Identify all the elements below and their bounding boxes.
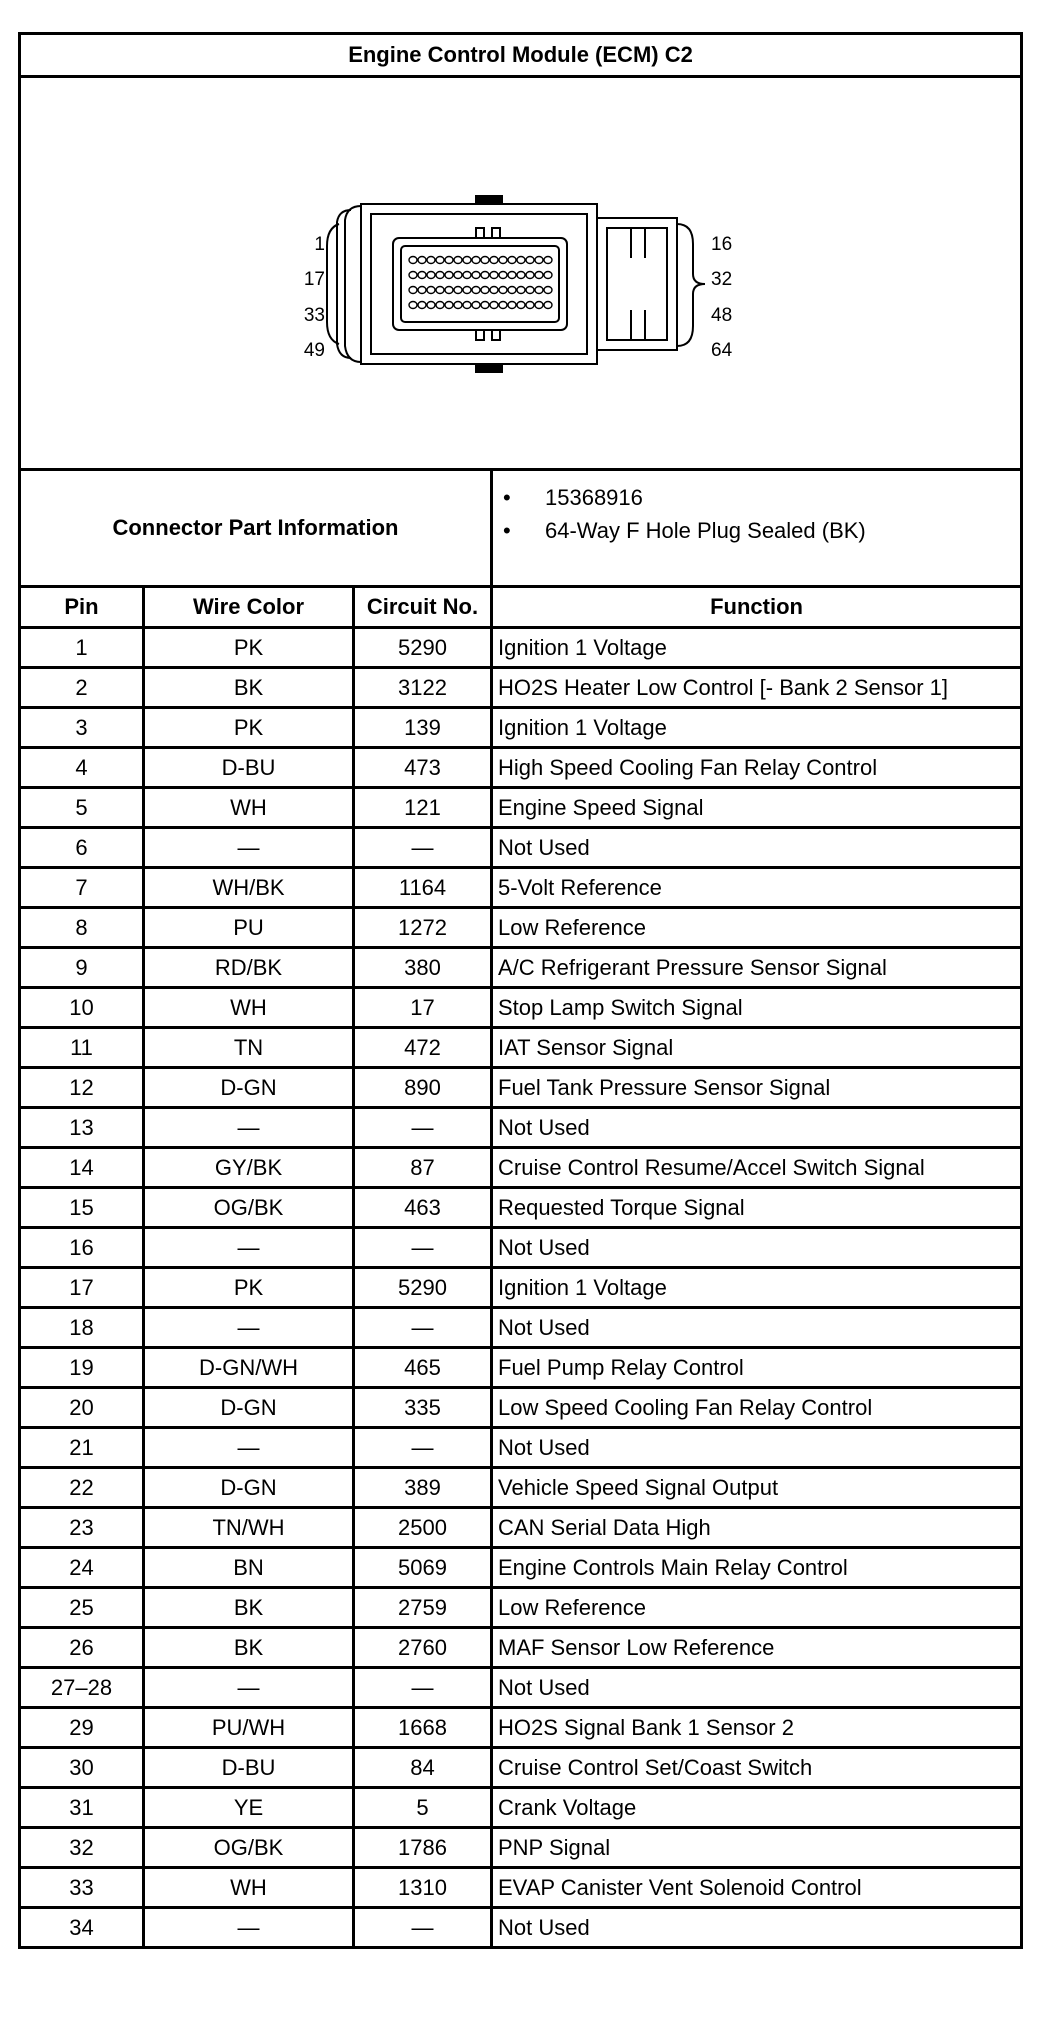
pin-row-4 [409, 302, 552, 309]
circuit-cell: 1310 [354, 1868, 492, 1908]
pin-label-right-32: 32 [711, 269, 733, 290]
pin-cell: 10 [20, 988, 144, 1028]
pin-cell: 19 [20, 1348, 144, 1388]
wire-color-cell: BK [144, 1588, 354, 1628]
table-row [20, 1108, 1022, 1148]
table-row [20, 1788, 1022, 1828]
wire-color-cell: — [144, 1668, 354, 1708]
wire-color-cell: — [144, 1908, 354, 1948]
circuit-cell: 1668 [354, 1708, 492, 1748]
function-cell: Engine Controls Main Relay Control [492, 1548, 1022, 1588]
connector-info-label: Connector Part Information [20, 470, 492, 587]
pin-cell: 13 [20, 1108, 144, 1148]
wire-color-cell: PU [144, 908, 354, 948]
table-row [20, 1428, 1022, 1468]
table-row [20, 828, 1022, 868]
pin-cell: 22 [20, 1468, 144, 1508]
function-cell: A/C Refrigerant Pressure Sensor Signal [492, 948, 1022, 988]
table-row [20, 1908, 1022, 1948]
function-cell: EVAP Canister Vent Solenoid Control [492, 1868, 1022, 1908]
pin-cell: 16 [20, 1228, 144, 1268]
wire-color-cell: PU/WH [144, 1708, 354, 1748]
pin-label-left-17: 17 [303, 269, 325, 290]
function-cell: Fuel Tank Pressure Sensor Signal [492, 1068, 1022, 1108]
pin-cell: 18 [20, 1308, 144, 1348]
table-row [20, 1308, 1022, 1348]
pin-cell: 4 [20, 748, 144, 788]
connector-part-number: • 15368916 [533, 481, 1020, 514]
connector-description: • 64-Way F Hole Plug Sealed (BK) [533, 514, 1020, 547]
circuit-cell: 473 [354, 748, 492, 788]
pin-cell: 31 [20, 1788, 144, 1828]
column-header-wire-color: Wire Color [144, 587, 354, 628]
table-row [20, 1348, 1022, 1388]
circuit-cell: — [354, 1108, 492, 1148]
pin-cell: 1 [20, 628, 144, 668]
connector-info-list [492, 470, 1022, 587]
wire-color-cell: D-BU [144, 748, 354, 788]
circuit-cell: 389 [354, 1468, 492, 1508]
circuit-cell: 2759 [354, 1588, 492, 1628]
pin-cell: 24 [20, 1548, 144, 1588]
table-row [20, 948, 1022, 988]
pin-cell: 33 [20, 1868, 144, 1908]
wire-color-cell: D-BU [144, 1748, 354, 1788]
pin-cell: 30 [20, 1748, 144, 1788]
connector-illustration [21, 78, 1017, 468]
circuit-cell: 5069 [354, 1548, 492, 1588]
function-cell: Cruise Control Set/Coast Switch [492, 1748, 1022, 1788]
table-row [20, 908, 1022, 948]
function-cell: Not Used [492, 1108, 1022, 1148]
table-row [20, 668, 1022, 708]
circuit-cell: 1272 [354, 908, 492, 948]
wire-color-cell: BK [144, 668, 354, 708]
function-cell: Ignition 1 Voltage [492, 628, 1022, 668]
pin-cell: 32 [20, 1828, 144, 1868]
wire-color-cell: WH [144, 1868, 354, 1908]
wire-color-cell: WH/BK [144, 868, 354, 908]
connector-sheet [18, 32, 1020, 1949]
function-cell: Engine Speed Signal [492, 788, 1022, 828]
circuit-cell: 5290 [354, 1268, 492, 1308]
wire-color-cell: OG/BK [144, 1828, 354, 1868]
table-row [20, 628, 1022, 668]
table-row [20, 1028, 1022, 1068]
pin-cell: 7 [20, 868, 144, 908]
pin-cell: 6 [20, 828, 144, 868]
table-row [20, 1828, 1022, 1868]
function-cell: HO2S Heater Low Control [- Bank 2 Sensor 1] [492, 668, 1022, 708]
table-row [20, 788, 1022, 828]
function-cell: 5-Volt Reference [492, 868, 1022, 908]
table-row [20, 1068, 1022, 1108]
pin-cell: 3 [20, 708, 144, 748]
circuit-cell: 1786 [354, 1828, 492, 1868]
circuit-cell: 2760 [354, 1628, 492, 1668]
circuit-cell: 335 [354, 1388, 492, 1428]
function-cell: Not Used [492, 1908, 1022, 1948]
table-row [20, 748, 1022, 788]
circuit-cell: 84 [354, 1748, 492, 1788]
column-header-function: Function [492, 587, 1022, 628]
wire-color-cell: TN/WH [144, 1508, 354, 1548]
circuit-cell: — [354, 828, 492, 868]
wire-color-cell: BK [144, 1628, 354, 1668]
pin-cell: 8 [20, 908, 144, 948]
pin-table-body [20, 628, 1022, 1948]
function-cell: Low Reference [492, 908, 1022, 948]
circuit-cell: 472 [354, 1028, 492, 1068]
wire-color-cell: D-GN/WH [144, 1348, 354, 1388]
pin-cell: 20 [20, 1388, 144, 1428]
pin-cell: 29 [20, 1708, 144, 1748]
function-cell: Ignition 1 Voltage [492, 708, 1022, 748]
column-header-pin: Pin [20, 587, 144, 628]
table-row [20, 1468, 1022, 1508]
table-row [20, 1748, 1022, 1788]
function-cell: Requested Torque Signal [492, 1188, 1022, 1228]
pin-cell: 5 [20, 788, 144, 828]
circuit-cell: 2500 [354, 1508, 492, 1548]
wire-color-cell: PK [144, 1268, 354, 1308]
circuit-cell: — [354, 1428, 492, 1468]
function-cell: Stop Lamp Switch Signal [492, 988, 1022, 1028]
function-cell: Not Used [492, 828, 1022, 868]
wire-color-cell: TN [144, 1028, 354, 1068]
wire-color-cell: BN [144, 1548, 354, 1588]
circuit-cell: 3122 [354, 668, 492, 708]
pin-label-right-48: 48 [711, 305, 733, 326]
pin-cell: 25 [20, 1588, 144, 1628]
table-header-row [20, 587, 1022, 628]
wire-color-cell: WH [144, 988, 354, 1028]
circuit-cell: 465 [354, 1348, 492, 1388]
table-row [20, 988, 1022, 1028]
wire-color-cell: — [144, 1108, 354, 1148]
table-row [20, 1228, 1022, 1268]
table-row [20, 1188, 1022, 1228]
pin-cell: 2 [20, 668, 144, 708]
pin-label-right-16: 16 [711, 234, 733, 255]
pin-cell: 21 [20, 1428, 144, 1468]
table-row [20, 1668, 1022, 1708]
pin-cell: 11 [20, 1028, 144, 1068]
circuit-cell: 139 [354, 708, 492, 748]
pin-cell: 26 [20, 1628, 144, 1668]
pin-label-left-49: 49 [303, 340, 325, 361]
circuit-cell: 121 [354, 788, 492, 828]
table-row [20, 1388, 1022, 1428]
wire-color-cell: D-GN [144, 1068, 354, 1108]
function-cell: High Speed Cooling Fan Relay Control [492, 748, 1022, 788]
pin-cell: 9 [20, 948, 144, 988]
table-row [20, 1508, 1022, 1548]
wire-color-cell: YE [144, 1788, 354, 1828]
wire-color-cell: PK [144, 628, 354, 668]
wire-color-cell: — [144, 828, 354, 868]
pin-cell: 17 [20, 1268, 144, 1308]
circuit-cell: 87 [354, 1148, 492, 1188]
function-cell: Cruise Control Resume/Accel Switch Signal [492, 1148, 1022, 1188]
function-cell: Ignition 1 Voltage [492, 1268, 1022, 1308]
circuit-cell: 463 [354, 1188, 492, 1228]
pin-cell: 23 [20, 1508, 144, 1548]
pin-label-right-64: 64 [711, 340, 733, 361]
function-cell: Not Used [492, 1308, 1022, 1348]
connector-table [18, 32, 1023, 1949]
table-row [20, 1268, 1022, 1308]
pin-cell: 15 [20, 1188, 144, 1228]
function-cell: MAF Sensor Low Reference [492, 1628, 1022, 1668]
pin-row-1 [409, 257, 552, 264]
wire-color-cell: WH [144, 788, 354, 828]
page-title: Engine Control Module (ECM) C2 [20, 34, 1022, 77]
table-row [20, 1868, 1022, 1908]
pin-row-2 [409, 272, 552, 279]
pin-label-left-33: 33 [303, 305, 325, 326]
circuit-cell: 17 [354, 988, 492, 1028]
circuit-cell: — [354, 1908, 492, 1948]
circuit-cell: 890 [354, 1068, 492, 1108]
table-row [20, 1148, 1022, 1188]
circuit-cell: — [354, 1308, 492, 1348]
function-cell: Fuel Pump Relay Control [492, 1348, 1022, 1388]
function-cell: Vehicle Speed Signal Output [492, 1468, 1022, 1508]
wire-color-cell: GY/BK [144, 1148, 354, 1188]
pin-cell: 14 [20, 1148, 144, 1188]
circuit-cell: 5290 [354, 628, 492, 668]
pin-row-3 [409, 287, 552, 294]
function-cell: Not Used [492, 1228, 1022, 1268]
wire-color-cell: PK [144, 708, 354, 748]
table-row [20, 1548, 1022, 1588]
pin-cell: 12 [20, 1068, 144, 1108]
circuit-cell: 380 [354, 948, 492, 988]
circuit-cell: — [354, 1668, 492, 1708]
function-cell: HO2S Signal Bank 1 Sensor 2 [492, 1708, 1022, 1748]
function-cell: Not Used [492, 1668, 1022, 1708]
wire-color-cell: — [144, 1428, 354, 1468]
circuit-cell: 5 [354, 1788, 492, 1828]
connector-diagram [20, 77, 1022, 470]
wire-color-cell: OG/BK [144, 1188, 354, 1228]
table-row [20, 1588, 1022, 1628]
function-cell: CAN Serial Data High [492, 1508, 1022, 1548]
table-row [20, 1628, 1022, 1668]
function-cell: IAT Sensor Signal [492, 1028, 1022, 1068]
circuit-cell: — [354, 1228, 492, 1268]
function-cell: PNP Signal [492, 1828, 1022, 1868]
function-cell: Low Speed Cooling Fan Relay Control [492, 1388, 1022, 1428]
wire-color-cell: RD/BK [144, 948, 354, 988]
table-row [20, 868, 1022, 908]
function-cell: Not Used [492, 1428, 1022, 1468]
wire-color-cell: — [144, 1308, 354, 1348]
table-row [20, 708, 1022, 748]
function-cell: Crank Voltage [492, 1788, 1022, 1828]
function-cell: Low Reference [492, 1588, 1022, 1628]
wire-color-cell: — [144, 1228, 354, 1268]
pin-cell: 34 [20, 1908, 144, 1948]
wire-color-cell: D-GN [144, 1388, 354, 1428]
pin-label-left-1: 1 [314, 234, 325, 255]
wire-color-cell: D-GN [144, 1468, 354, 1508]
column-header-circuit: Circuit No. [354, 587, 492, 628]
circuit-cell: 1164 [354, 868, 492, 908]
table-row [20, 1708, 1022, 1748]
pin-cell: 27–28 [20, 1668, 144, 1708]
